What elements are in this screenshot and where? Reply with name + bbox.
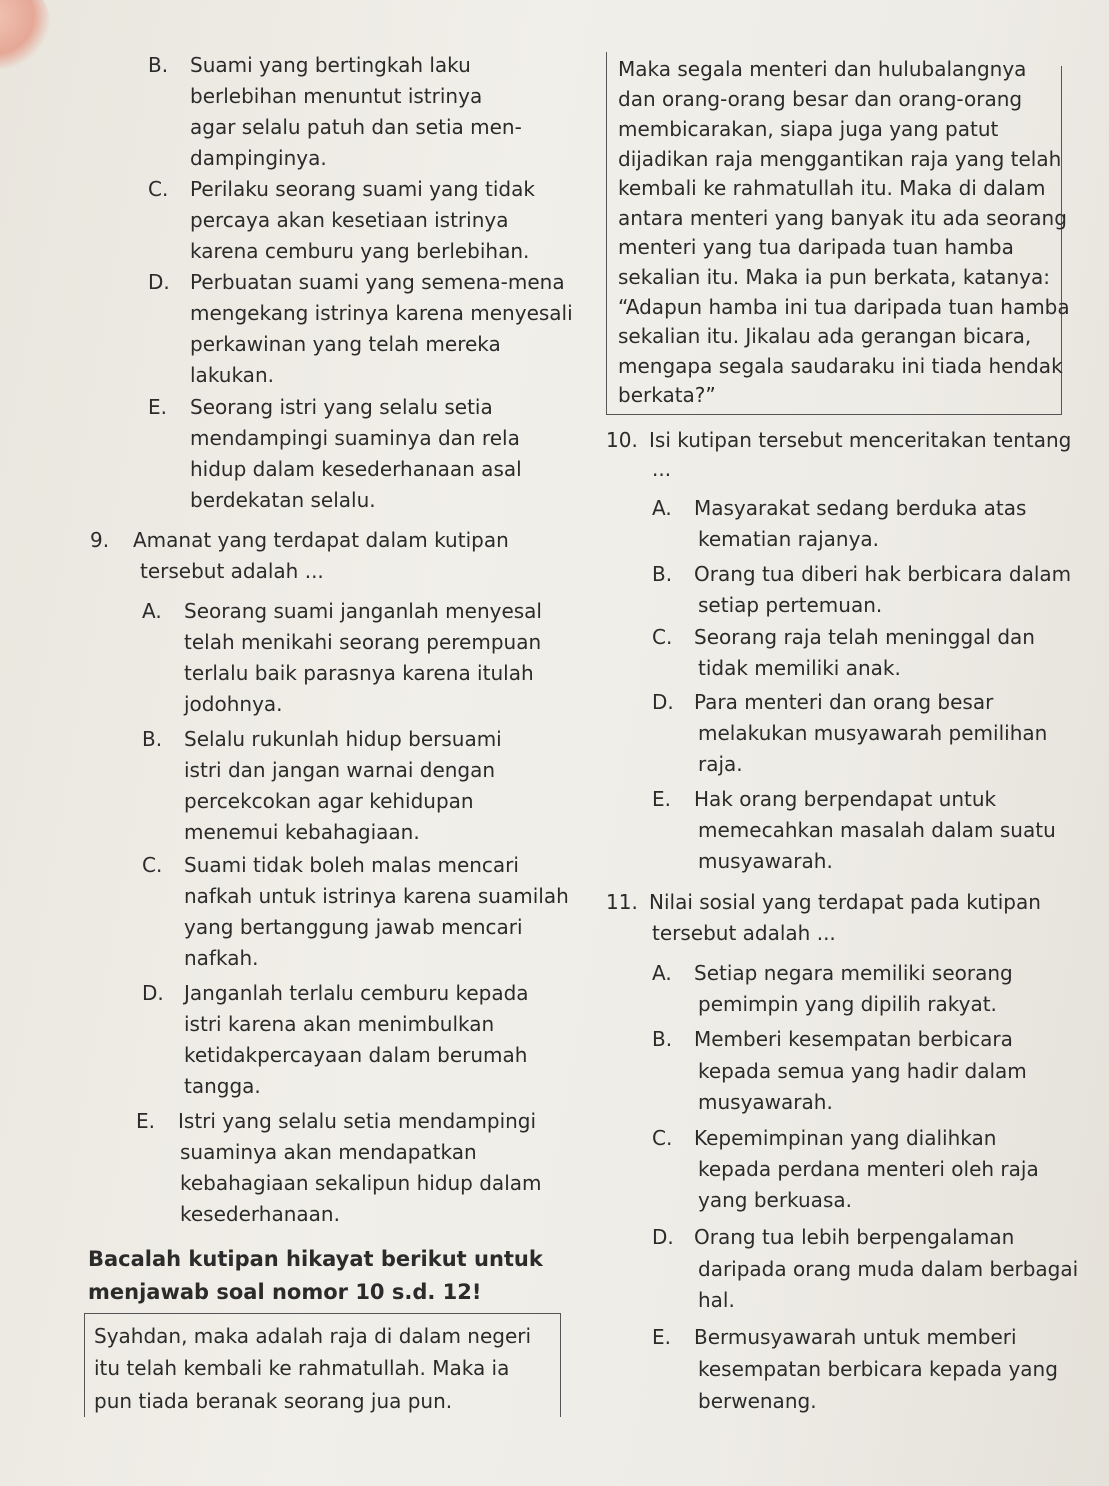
option-line: mendampingi suaminya dan rela bbox=[190, 426, 520, 450]
excerpt-line: dijadikan raja menggantikan raja yang telah bbox=[618, 147, 1062, 171]
option-line: Setiap negara memiliki seorang bbox=[694, 961, 1013, 985]
option-line: Seorang raja telah meninggal dan bbox=[694, 625, 1035, 649]
option-line: terlalu baik parasnya karena itulah bbox=[184, 661, 534, 685]
box-left-border bbox=[84, 1313, 85, 1417]
option-line: menemui kebahagiaan. bbox=[184, 820, 420, 844]
option-line: nafkah. bbox=[184, 946, 259, 970]
option-line: daripada orang muda dalam berbagai bbox=[698, 1257, 1079, 1281]
option-line: musyawarah. bbox=[698, 1090, 833, 1114]
option-letter: D. bbox=[148, 270, 170, 294]
option-letter: E. bbox=[652, 787, 671, 811]
question-stem: Nilai sosial yang terdapat pada kutipan bbox=[649, 890, 1041, 914]
option-line: dampinginya. bbox=[190, 146, 327, 170]
option-line: yang bertanggung jawab mencari bbox=[184, 915, 523, 939]
excerpt-line: “Adapun hamba ini tua daripada tuan hamba bbox=[618, 295, 1070, 319]
question-number: 11. bbox=[606, 890, 638, 914]
excerpt-line: berkata?” bbox=[618, 383, 716, 407]
option-letter: B. bbox=[652, 1027, 673, 1051]
excerpt-line: kembali ke rahmatullah itu. Maka di dalam bbox=[618, 176, 1046, 200]
excerpt-line: menteri yang tua daripada tuan hamba bbox=[618, 235, 1014, 259]
excerpt-line: dan orang-orang besar dan orang-orang bbox=[618, 87, 1023, 111]
option-letter: D. bbox=[652, 690, 674, 714]
option-line: Janganlah terlalu cemburu kepada bbox=[184, 981, 529, 1005]
box-bottom-border bbox=[606, 414, 1062, 415]
option-line: Kepemimpinan yang dialihkan bbox=[694, 1126, 997, 1150]
option-line: ketidakpercayaan dalam berumah bbox=[184, 1043, 528, 1067]
option-line: Hak orang berpendapat untuk bbox=[694, 787, 997, 811]
option-line: suaminya akan mendapatkan bbox=[180, 1140, 477, 1164]
option-line: Bermusyawarah untuk memberi bbox=[694, 1325, 1017, 1349]
option-line: Perbuatan suami yang semena-mena bbox=[190, 270, 565, 294]
option-line: agar selalu patuh dan setia men- bbox=[190, 115, 522, 139]
option-line: perkawinan yang telah mereka bbox=[190, 332, 501, 356]
option-line: jodohnya. bbox=[184, 692, 283, 716]
excerpt-line: membicarakan, siapa juga yang patut bbox=[618, 117, 999, 141]
question-stem: Amanat yang terdapat dalam kutipan bbox=[133, 528, 509, 552]
option-letter: D. bbox=[142, 981, 164, 1005]
option-line: Seorang suami janganlah menyesal bbox=[184, 599, 542, 623]
option-line: Suami yang bertingkah laku bbox=[190, 53, 471, 77]
option-line: mengekang istrinya karena menyesali bbox=[190, 301, 573, 325]
option-line: Masyarakat sedang berduka atas bbox=[694, 496, 1027, 520]
question-number: 9. bbox=[90, 528, 110, 552]
option-line: memecahkan masalah dalam suatu bbox=[698, 818, 1056, 842]
option-line: tangga. bbox=[184, 1074, 261, 1098]
option-line: Orang tua lebih berpengalaman bbox=[694, 1225, 1015, 1249]
excerpt-line: Maka segala menteri dan hulubalangnya bbox=[618, 57, 1027, 81]
option-letter: C. bbox=[652, 625, 673, 649]
instruction-line: menjawab soal nomor 10 s.d. 12! bbox=[88, 1280, 482, 1304]
option-letter: E. bbox=[652, 1325, 671, 1349]
excerpt-line: itu telah kembali ke rahmatullah. Maka ia bbox=[94, 1356, 510, 1380]
option-letter: C. bbox=[148, 177, 169, 201]
option-line: kebahagiaan sekalipun hidup dalam bbox=[180, 1171, 542, 1195]
option-line: yang berkuasa. bbox=[698, 1188, 852, 1212]
option-line: kepada perdana menteri oleh raja bbox=[698, 1157, 1039, 1181]
question-stem: tersebut adalah ... bbox=[652, 921, 836, 945]
excerpt-line: antara menteri yang banyak itu ada seorang bbox=[618, 206, 1067, 230]
option-line: Suami tidak boleh malas mencari bbox=[184, 853, 519, 877]
option-line: Memberi kesempatan berbicara bbox=[694, 1027, 1013, 1051]
option-line: Seorang istri yang selalu setia bbox=[190, 395, 493, 419]
option-line: setiap pertemuan. bbox=[698, 593, 883, 617]
option-line: musyawarah. bbox=[698, 849, 833, 873]
option-letter: A. bbox=[652, 496, 672, 520]
option-letter: A. bbox=[652, 961, 672, 985]
option-line: pemimpin yang dipilih rakyat. bbox=[698, 992, 997, 1016]
option-line: lakukan. bbox=[190, 363, 274, 387]
excerpt-line: sekalian itu. Maka ia pun berkata, katanya: bbox=[618, 265, 1050, 289]
option-line: raja. bbox=[698, 752, 743, 776]
option-line: Selalu rukunlah hidup bersuami bbox=[184, 727, 502, 751]
option-line: Perilaku seorang suami yang tidak bbox=[190, 177, 535, 201]
option-line: kepada semua yang hadir dalam bbox=[698, 1059, 1027, 1083]
option-line: berwenang. bbox=[698, 1389, 817, 1413]
option-line: istri karena akan menimbulkan bbox=[184, 1012, 495, 1036]
finger-shadow bbox=[0, 0, 50, 70]
option-line: percekcokan agar kehidupan bbox=[184, 789, 474, 813]
option-line: istri dan jangan warnai dengan bbox=[184, 758, 496, 782]
option-letter: E. bbox=[148, 395, 167, 419]
excerpt-line: sekalian itu. Jikalau ada gerangan bicara, bbox=[618, 324, 1032, 348]
option-letter: B. bbox=[652, 562, 673, 586]
option-letter: B. bbox=[142, 727, 163, 751]
option-line: berlebihan menuntut istrinya bbox=[190, 84, 483, 108]
excerpt-line: Syahdan, maka adalah raja di dalam negeri bbox=[94, 1324, 532, 1348]
option-line: kesempatan berbicara kepada yang bbox=[698, 1357, 1058, 1381]
question-number: 10. bbox=[606, 428, 638, 452]
excerpt-line: mengapa segala saudaraku ini tiada hendak bbox=[618, 354, 1063, 378]
option-line: hal. bbox=[698, 1288, 735, 1312]
box-right-border bbox=[560, 1313, 561, 1417]
option-line: karena cemburu yang berlebihan. bbox=[190, 239, 530, 263]
option-line: percaya akan kesetiaan istrinya bbox=[190, 208, 509, 232]
question-stem: tersebut adalah ... bbox=[140, 559, 324, 583]
option-line: Istri yang selalu setia mendampingi bbox=[178, 1109, 537, 1133]
question-stem: Isi kutipan tersebut menceritakan tentang bbox=[649, 428, 1072, 452]
option-letter: D. bbox=[652, 1225, 674, 1249]
option-line: nafkah untuk istrinya karena suamilah bbox=[184, 884, 569, 908]
option-letter: C. bbox=[142, 853, 163, 877]
box-top-border bbox=[84, 1313, 560, 1314]
option-line: hidup dalam kesederhanaan asal bbox=[190, 457, 522, 481]
option-line: tidak memiliki anak. bbox=[698, 656, 901, 680]
option-line: telah menikahi seorang perempuan bbox=[184, 630, 542, 654]
question-stem: ... bbox=[652, 457, 672, 481]
option-line: melakukan musyawarah pemilihan bbox=[698, 721, 1048, 745]
option-letter: E. bbox=[136, 1109, 155, 1133]
option-line: kematian rajanya. bbox=[698, 527, 880, 551]
excerpt-line: pun tiada beranak seorang jua pun. bbox=[94, 1389, 453, 1413]
box-left-border bbox=[606, 52, 607, 415]
option-letter: A. bbox=[142, 599, 162, 623]
option-line: kesederhanaan. bbox=[180, 1202, 340, 1226]
option-line: Para menteri dan orang besar bbox=[694, 690, 994, 714]
instruction-line: Bacalah kutipan hikayat berikut untuk bbox=[88, 1247, 543, 1271]
option-line: Orang tua diberi hak berbicara dalam bbox=[694, 562, 1072, 586]
option-letter: B. bbox=[148, 53, 169, 77]
option-letter: C. bbox=[652, 1126, 673, 1150]
option-line: berdekatan selalu. bbox=[190, 488, 376, 512]
